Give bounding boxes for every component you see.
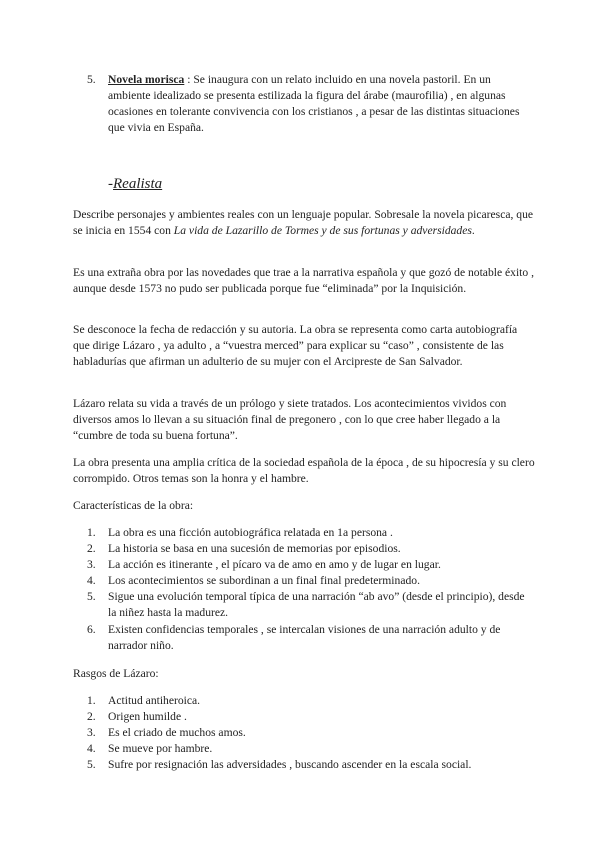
heading-title: Realista	[113, 176, 163, 192]
list-number: 3.	[87, 558, 96, 571]
list-number: 2.	[87, 710, 96, 723]
features-heading: Características de la obra:	[73, 499, 194, 512]
traits-heading: Rasgos de Lázaro:	[73, 667, 159, 680]
list-item-text: La obra es una ficción autobiográfica relatada en 1a persona .	[108, 526, 393, 539]
list-number: 1.	[87, 526, 96, 539]
list-number: 1.	[87, 694, 96, 707]
list-number: 2.	[87, 542, 96, 555]
novela-morisca-text: : Se inaugura con un relato incluido en una novela pastoril. En un ambiente idealizado se presenta estilizada la figura del árabe (maurofilia) , en algunas ocasiones en tolerante convivencia con los cristianos , a pesar de las distintas situaciones que vivia en España.	[108, 73, 520, 134]
list-number: 5.	[87, 758, 96, 771]
list-item-text: Actitud antiheroica.	[108, 694, 201, 707]
list-item-text: Sigue una evolución temporal típica de una narración “ab avo” (desde el principio), desde la niñez hasta la madurez.	[108, 590, 525, 619]
feature-item-1	[87, 525, 528, 541]
paragraph-1	[73, 207, 535, 239]
trait-item-5	[87, 757, 528, 773]
list-item-text: La historia se basa en una sucesión de memorias por episodios.	[108, 542, 401, 555]
list-number: 5.	[87, 590, 96, 603]
list-item-text: Sufre por resignación las adversidades , buscando ascender en la escala social.	[108, 758, 472, 771]
heading-dash: -	[108, 176, 113, 192]
list-item-text: Los acontecimientos se subordinan a un final final predeterminado.	[108, 574, 420, 587]
list-item-text: Es el criado de muchos amos.	[108, 726, 246, 739]
paragraph-1-text-b: .	[471, 224, 475, 237]
paragraph-4: Lázaro relata su vida a través de un prólogo y siete tratados. Los acontecimientos vividos con diversos amos lo llevan a su situación final de pregonero , con lo que cree haber llegado a la “cumbre de toda su buena fortuna”.	[73, 397, 507, 442]
novela-morisca-term: Novela morisca	[108, 73, 185, 86]
novela-morisca-item	[87, 72, 528, 136]
list-number: 4.	[87, 742, 96, 755]
feature-item-5	[87, 589, 528, 621]
list-number: 5.	[87, 73, 96, 86]
list-item-text: Se mueve por hambre.	[108, 742, 213, 755]
trait-item-1	[87, 693, 528, 709]
paragraph-3: Se desconoce la fecha de redacción y su autoria. La obra se representa como carta autobiografía que dirige Lázaro , ya adulto , a “vuestra merced” para explicar su “caso” , consistente de las habladurías que afirman un adulterio de su mujer con el Arcipreste de San Salvador.	[73, 323, 518, 368]
feature-item-6	[87, 622, 528, 654]
section-heading-realista	[108, 176, 162, 193]
trait-item-2	[87, 709, 528, 725]
list-number: 6.	[87, 623, 96, 636]
paragraph-2: Es una extraña obra por las novedades que trae a la narrativa española y que gozó de notable éxito , aunque desde 1573 no pudo ser publicada porque fue “eliminada” por la Inquisición.	[73, 266, 534, 295]
trait-item-4	[87, 741, 528, 757]
trait-item-3	[87, 725, 528, 741]
list-item-text: Existen confidencias temporales , se intercalan visiones de una narración adulto y de narrador niño.	[108, 623, 501, 652]
paragraph-5: La obra presenta una amplia crítica de la sociedad española de la época , de su hipocresía y su clero corrompido. Otros temas son la honra y el hambre.	[73, 456, 535, 485]
feature-item-2	[87, 541, 528, 557]
feature-item-3	[87, 557, 528, 573]
feature-item-4	[87, 573, 528, 589]
list-number: 3.	[87, 726, 96, 739]
lazarillo-title: La vida de Lazarillo de Tormes y de sus fortunas y adversidades	[173, 224, 472, 237]
list-number: 4.	[87, 574, 96, 587]
paragraph-1-text-a: Describe personajes y ambientes reales con un lenguaje popular. Sobresale la novela picaresca, que se inicia en 1554 con	[73, 208, 534, 237]
list-item-text: Origen humilde .	[108, 710, 187, 723]
list-item-text: La acción es itinerante , el pícaro va de amo en amo y de lugar en lugar.	[108, 558, 441, 571]
